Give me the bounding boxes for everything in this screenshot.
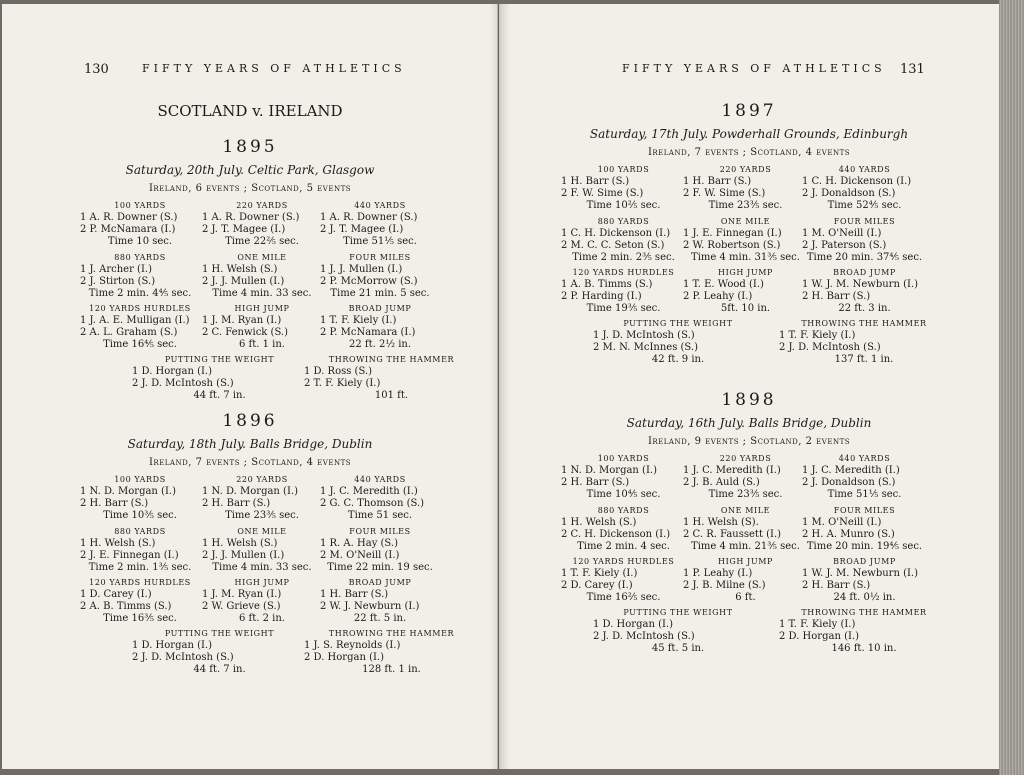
event-result: Time 20 min. 19⅘ sec. (806, 541, 923, 552)
second-place: 2 J. B. Milne (S.) (683, 580, 766, 591)
first-place: 1 J. A. E. Mulligan (I.) (80, 315, 190, 326)
first-place: 1 J. D. McIntosh (S.) (593, 330, 695, 341)
event-name: 220 YARDS (236, 475, 288, 484)
event-block (802, 556, 927, 604)
event-name: HIGH JUMP (234, 578, 290, 587)
event-name: 100 YARDS (597, 454, 650, 463)
event-result: Time 51 sec. (347, 510, 413, 521)
page-number: 130 (84, 62, 109, 77)
event-result: Time 2 min. 4 sec. (577, 541, 670, 552)
second-place: 2 F. W. Sime (S.) (683, 188, 766, 199)
first-place: 1 N. D. Morgan (I.) (202, 486, 298, 497)
event-block (202, 526, 322, 574)
second-place: 2 W. Robertson (S.) (683, 240, 781, 251)
second-place: 2 W. J. Newburn (I.) (320, 601, 420, 612)
event-name: 440 YARDS (354, 475, 406, 484)
first-place: 1 D. Horgan (I.) (593, 619, 673, 630)
event-name: HIGH JUMP (718, 557, 773, 566)
event-block (320, 474, 440, 522)
event-block (683, 216, 808, 264)
event-name: PUTTING THE WEIGHT (164, 629, 275, 638)
event-name: 120 YARDS HURDLES (89, 578, 191, 587)
event-name: FOUR MILES (349, 527, 411, 536)
second-place: 2 P. McNamara (I.) (320, 327, 416, 338)
event-block (561, 556, 686, 604)
event-result: Time 16⅖ sec. (586, 592, 661, 603)
event-result: 5ft. 10 in. (720, 303, 771, 314)
event-block (683, 556, 808, 604)
event-result: Time 10 sec. (107, 236, 173, 247)
event-block (304, 354, 479, 402)
event-block (202, 577, 322, 625)
first-place: 1 M. O'Neill (I.) (802, 517, 882, 528)
first-place: 1 T. F. Kiely (I.) (320, 315, 397, 326)
page-number: 131 (900, 62, 925, 77)
right-page (499, 4, 999, 769)
event-block (80, 252, 200, 300)
second-place: 2 J. D. McIntosh (S.) (779, 342, 881, 353)
event-block (80, 577, 200, 625)
event-result: 137 ft. 1 in. (834, 354, 894, 365)
second-place: 2 P. McNamara (I.) (80, 224, 176, 235)
event-block (561, 453, 686, 501)
event-name: 440 YARDS (838, 454, 891, 463)
event-block (683, 453, 808, 501)
second-place: 2 H. Barr (S.) (80, 498, 149, 509)
second-place: 2 P. McMorrow (S.) (320, 276, 418, 287)
event-block (320, 526, 440, 574)
first-place: 1 P. Leahy (I.) (683, 568, 753, 579)
event-block (561, 216, 686, 264)
event-result: Time 4 min. 31⅗ sec. (691, 252, 800, 263)
meet-score: Ireland, 9 events ; Scotland, 2 events (647, 436, 851, 447)
first-place: 1 J. M. Ryan (I.) (202, 589, 282, 600)
second-place: 2 H. Barr (S.) (202, 498, 271, 509)
second-place: 2 C. R. Faussett (I.) (683, 529, 782, 540)
second-place: 2 J. J. Mullen (I.) (202, 550, 285, 561)
event-block (80, 200, 200, 248)
event-block (593, 607, 763, 655)
second-place: 2 T. F. Kiely (I.) (304, 378, 381, 389)
meet-date-venue: Saturday, 17th July. Powderhall Grounds, Edinburgh (589, 127, 909, 141)
meet-date-venue: Saturday, 16th July. Balls Bridge, Dublin (626, 416, 872, 430)
second-place: 2 P. Harding (I.) (561, 291, 642, 302)
first-place: 1 J. Archer (I.) (80, 264, 152, 275)
second-place: 2 F. W. Sime (S.) (561, 188, 644, 199)
event-name: 880 YARDS (114, 253, 166, 262)
event-block (202, 252, 322, 300)
event-name: PUTTING THE WEIGHT (623, 319, 733, 328)
event-result: 45 ft. 5 in. (651, 643, 705, 654)
event-result: 22 ft. 5 in. (353, 613, 407, 624)
event-result: Time 2 min. 1⅗ sec. (88, 562, 192, 573)
event-block (802, 216, 927, 264)
event-result: Time 10⅘ sec. (586, 489, 661, 500)
event-name: 100 YARDS (114, 475, 166, 484)
second-place: 2 W. Grieve (S.) (202, 601, 281, 612)
event-name: PUTTING THE WEIGHT (623, 608, 733, 617)
left-page (2, 4, 498, 769)
event-result: 22 ft. 2½ in. (348, 339, 412, 350)
event-name: THROWING THE HAMMER (801, 319, 927, 328)
event-name: BROAD JUMP (348, 304, 412, 313)
event-name: 880 YARDS (597, 506, 650, 515)
meet-year: 1896 (222, 411, 278, 431)
event-result: Time 4 min. 21⅗ sec. (691, 541, 800, 552)
event-name: THROWING THE HAMMER (328, 629, 455, 638)
event-block (80, 526, 200, 574)
first-place: 1 N. D. Morgan (I.) (561, 465, 657, 476)
event-block (561, 505, 686, 553)
first-place: 1 T. E. Wood (I.) (683, 279, 764, 290)
event-block (80, 303, 200, 351)
event-result: Time 51⅕ sec. (343, 236, 417, 247)
event-name: 100 YARDS (597, 165, 650, 174)
event-block (320, 577, 440, 625)
second-place: 2 J. D. McIntosh (S.) (132, 378, 234, 389)
book-gutter (490, 4, 510, 769)
event-name: 440 YARDS (354, 201, 406, 210)
event-result: 44 ft. 7 in. (193, 390, 246, 401)
event-name: FOUR MILES (833, 217, 896, 226)
event-block (802, 267, 927, 315)
first-place: 1 J. M. Ryan (I.) (202, 315, 282, 326)
second-place: 2 J. D. McIntosh (S.) (132, 652, 234, 663)
first-place: 1 D. Horgan (I.) (132, 640, 212, 651)
event-result: 101 ft. (374, 390, 409, 401)
event-name: 220 YARDS (719, 165, 772, 174)
event-name: 880 YARDS (114, 527, 166, 536)
event-result: Time 23⅗ sec. (708, 200, 783, 211)
first-place: 1 H. Welsh (S.) (202, 264, 278, 275)
event-result: Time 21 min. 5 sec. (330, 288, 430, 299)
meet-score: Ireland, 6 events ; Scotland, 5 events (148, 183, 352, 194)
second-place: 2 H. A. Munro (S.) (802, 529, 895, 540)
page-edges (999, 0, 1024, 775)
second-place: 2 J. J. Mullen (I.) (202, 276, 285, 287)
event-name: THROWING THE HAMMER (328, 355, 455, 364)
event-result: 128 ft. 1 in. (362, 664, 421, 675)
event-result: Time 52⅘ sec. (827, 200, 902, 211)
second-place: 2 H. Barr (S.) (802, 580, 871, 591)
event-block (802, 505, 927, 553)
second-place: 2 J. T. Magee (I.) (320, 224, 404, 235)
event-result: Time 23⅗ sec. (708, 489, 783, 500)
event-result: 146 ft. 10 in. (831, 643, 897, 654)
event-result: Time 23⅗ sec. (225, 510, 299, 521)
event-name: BROAD JUMP (833, 268, 896, 277)
first-place: 1 J. J. Mullen (I.) (320, 264, 403, 275)
second-place: 2 C. Fenwick (S.) (202, 327, 289, 338)
event-result: Time 19⅗ sec. (586, 303, 661, 314)
event-name: ONE MILE (720, 506, 771, 515)
second-place: 2 M. C. C. Seton (S.) (561, 240, 665, 251)
first-place: 1 H. Welsh (S.) (561, 517, 637, 528)
first-place: 1 A. R. Downer (S.) (202, 212, 300, 223)
second-place: 2 J. T. Magee (I.) (202, 224, 286, 235)
second-place: 2 J. Donaldson (S.) (802, 188, 896, 199)
first-place: 1 H. Barr (S.) (561, 176, 630, 187)
event-block (202, 474, 322, 522)
page-title: SCOTLAND v. IRELAND (157, 102, 343, 120)
event-result: Time 51⅕ sec. (827, 489, 902, 500)
event-name: HIGH JUMP (718, 268, 773, 277)
event-result: Time 22 min. 19 sec. (327, 562, 433, 573)
event-name: ONE MILE (237, 253, 287, 262)
event-name: 220 YARDS (719, 454, 772, 463)
event-name: THROWING THE HAMMER (801, 608, 927, 617)
second-place: 2 A. B. Timms (S.) (80, 601, 172, 612)
first-place: 1 M. O'Neill (I.) (802, 228, 882, 239)
first-place: 1 D. Horgan (I.) (132, 366, 212, 377)
event-block (320, 252, 440, 300)
second-place: 2 J. E. Finnegan (I.) (80, 550, 179, 561)
second-place: 2 J. Stirton (S.) (80, 276, 156, 287)
first-place: 1 T. F. Kiely (I.) (779, 330, 856, 341)
meet-year: 1895 (222, 137, 278, 157)
event-result: Time 10⅖ sec. (586, 200, 661, 211)
event-block (802, 453, 927, 501)
event-name: FOUR MILES (349, 253, 411, 262)
event-name: BROAD JUMP (833, 557, 896, 566)
first-place: 1 H. Barr (S.) (320, 589, 389, 600)
first-place: 1 A. R. Downer (S.) (320, 212, 418, 223)
event-result: Time 4 min. 33 sec. (212, 562, 312, 573)
event-block (561, 267, 686, 315)
first-place: 1 C. H. Dickenson (I.) (802, 176, 912, 187)
second-place: 2 J. Donaldson (S.) (802, 477, 896, 488)
first-place: 1 T. F. Kiely (I.) (779, 619, 856, 630)
event-result: Time 16⅗ sec. (103, 613, 177, 624)
event-block (132, 354, 307, 402)
meet-score: Ireland, 7 events ; Scotland, 4 events (148, 457, 352, 468)
event-name: 120 YARDS HURDLES (89, 304, 191, 313)
second-place: 2 H. Barr (S.) (802, 291, 871, 302)
first-place: 1 H. Welsh (S.) (80, 538, 156, 549)
event-block (779, 318, 949, 366)
second-place: 2 D. Horgan (I.) (779, 631, 859, 642)
second-place: 2 G. C. Thomson (S.) (320, 498, 425, 509)
event-block (304, 628, 479, 676)
meet-date-venue: Saturday, 18th July. Balls Bridge, Dublin (127, 437, 373, 451)
second-place: 2 D. Horgan (I.) (304, 652, 384, 663)
second-place: 2 M. O'Neill (I.) (320, 550, 400, 561)
first-place: 1 R. A. Hay (S.) (320, 538, 398, 549)
event-result: 6 ft. 2 in. (239, 613, 285, 624)
event-block (779, 607, 949, 655)
event-name: PUTTING THE WEIGHT (164, 355, 275, 364)
event-name: 880 YARDS (597, 217, 650, 226)
event-result: 22 ft. 3 in. (838, 303, 891, 314)
first-place: 1 J. S. Reynolds (I.) (304, 640, 401, 651)
event-block (593, 318, 763, 366)
event-name: BROAD JUMP (348, 578, 412, 587)
event-result: Time 20 min. 37⅘ sec. (806, 252, 923, 263)
first-place: 1 H. Welsh (S). (683, 517, 759, 528)
event-result: Time 2 min. 2⅗ sec. (572, 252, 675, 263)
event-name: 220 YARDS (236, 201, 288, 210)
first-place: 1 J. C. Meredith (I.) (683, 465, 781, 476)
event-block (683, 267, 808, 315)
first-place: 1 J. C. Meredith (I.) (802, 465, 900, 476)
second-place: 2 J. B. Auld (S.) (683, 477, 760, 488)
meet-score: Ireland, 7 events ; Scotland, 4 events (647, 147, 851, 158)
second-place: 2 J. Paterson (S.) (802, 240, 887, 251)
second-place: 2 D. Carey (I.) (561, 580, 633, 591)
first-place: 1 A. B. Timms (S.) (561, 279, 653, 290)
event-result: Time 10⅗ sec. (103, 510, 177, 521)
event-name: ONE MILE (720, 217, 771, 226)
first-place: 1 T. F. Kiely (I.) (561, 568, 638, 579)
event-name: HIGH JUMP (234, 304, 290, 313)
second-place: 2 P. Leahy (I.) (683, 291, 753, 302)
event-result: 42 ft. 9 in. (651, 354, 705, 365)
event-result: Time 16⅘ sec. (103, 339, 177, 350)
second-place: 2 A. L. Graham (S.) (80, 327, 178, 338)
first-place: 1 C. H. Dickenson (I.) (561, 228, 671, 239)
meet-year: 1897 (721, 101, 777, 121)
event-result: 24 ft. 0½ in. (833, 592, 896, 603)
event-result: Time 4 min. 33 sec. (212, 288, 312, 299)
second-place: 2 M. N. McInnes (S.) (593, 342, 698, 353)
event-name: 120 YARDS HURDLES (572, 268, 675, 277)
meet-year: 1898 (721, 390, 777, 410)
event-result: Time 2 min. 4⅘ sec. (88, 288, 192, 299)
event-result: 6 ft. 1 in. (239, 339, 285, 350)
first-place: 1 W. J. M. Newburn (I.) (802, 279, 919, 290)
event-name: ONE MILE (237, 527, 287, 536)
first-place: 1 J. C. Meredith (I.) (320, 486, 418, 497)
event-block (80, 474, 200, 522)
event-result: 6 ft. (735, 592, 756, 603)
event-block (683, 164, 808, 212)
event-name: 100 YARDS (114, 201, 166, 210)
first-place: 1 H. Welsh (S.) (202, 538, 278, 549)
event-result: 44 ft. 7 in. (193, 664, 246, 675)
first-place: 1 D. Ross (S.) (304, 366, 373, 377)
event-block (561, 164, 686, 212)
event-block (683, 505, 808, 553)
running-head: FIFTY YEARS OF ATHLETICS (142, 62, 406, 75)
first-place: 1 D. Carey (I.) (80, 589, 152, 600)
first-place: 1 W. J. M. Newburn (I.) (802, 568, 919, 579)
second-place: 2 C. H. Dickenson (I.) (561, 529, 671, 540)
second-place: 2 H. Barr (S.) (561, 477, 630, 488)
event-name: 440 YARDS (838, 165, 891, 174)
second-place: 2 J. D. McIntosh (S.) (593, 631, 695, 642)
event-block (202, 200, 322, 248)
first-place: 1 N. D. Morgan (I.) (80, 486, 176, 497)
event-block (320, 303, 440, 351)
event-name: 120 YARDS HURDLES (572, 557, 675, 566)
first-place: 1 J. E. Finnegan (I.) (683, 228, 782, 239)
first-place: 1 H. Barr (S.) (683, 176, 752, 187)
event-block (132, 628, 307, 676)
running-head: FIFTY YEARS OF ATHLETICS (622, 62, 886, 75)
event-block (320, 200, 440, 248)
event-name: FOUR MILES (833, 506, 896, 515)
event-block (202, 303, 322, 351)
event-block (802, 164, 927, 212)
meet-date-venue: Saturday, 20th July. Celtic Park, Glasgow (125, 163, 375, 177)
event-result: Time 22⅖ sec. (225, 236, 299, 247)
first-place: 1 A. R. Downer (S.) (80, 212, 178, 223)
